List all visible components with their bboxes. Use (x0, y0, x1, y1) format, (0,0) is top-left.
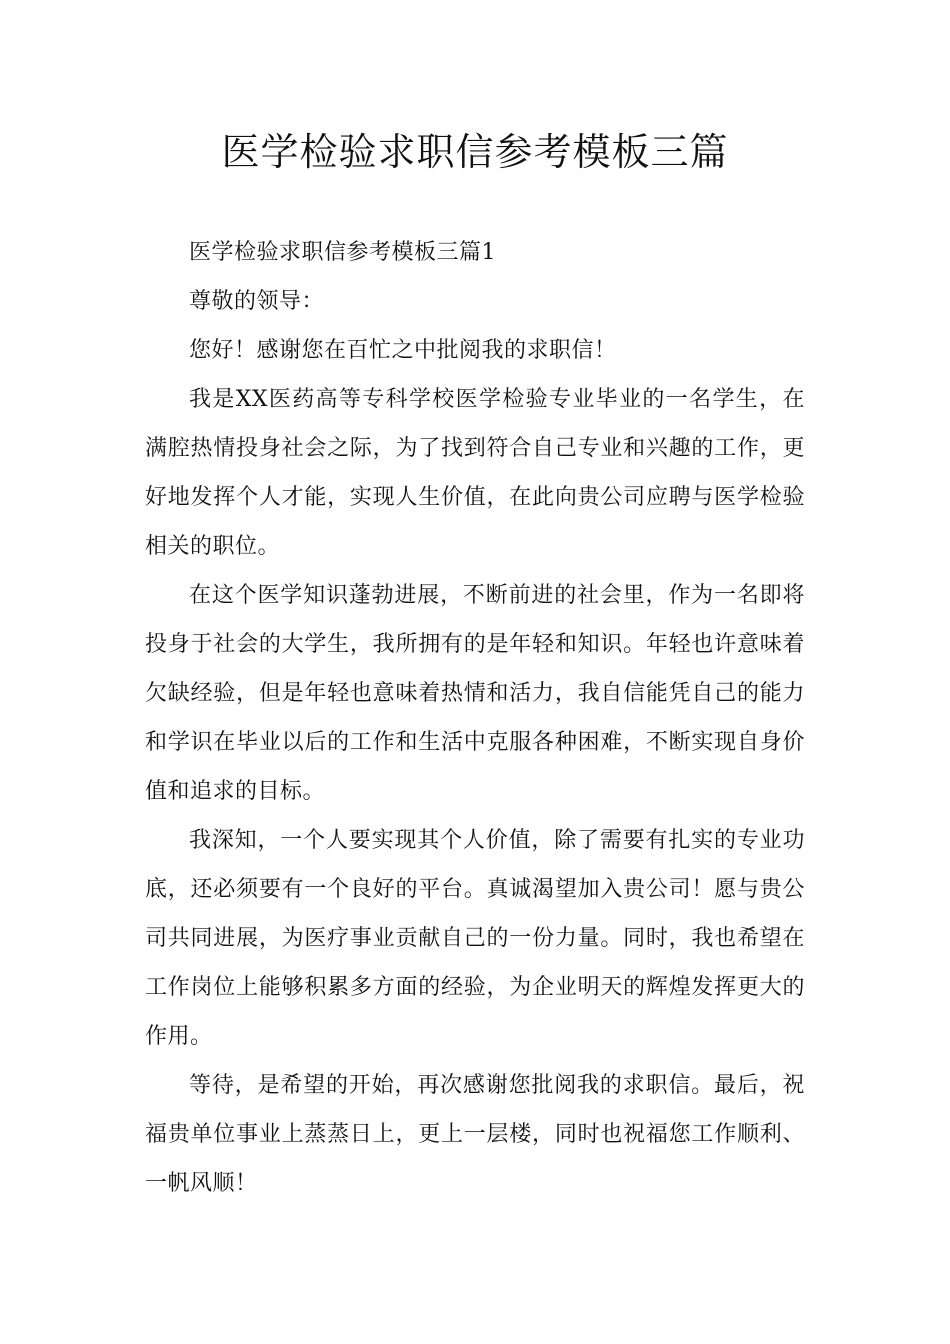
document-body (145, 228, 805, 1208)
body-paragraph-qualities: 在这个医学知识蓬勃进展，不断前进的社会里，作为一名即将投身于社会的大学生，我所拥有的是年轻和知识。年轻也许意味着欠缺经验，但是年轻也意味着热情和活力，我自信能凭自己的能力和学识在毕业以后的工作和生活中克服各种困难，不断实现自身价值和追求的目标。 (145, 583, 805, 804)
salutation: 尊敬的领导： (189, 289, 325, 314)
closing-paragraph: 等待，是希望的开始，再次感谢您批阅我的求职信。最后，祝福贵单位事业上蒸蒸日上，更上一层楼，同时也祝福您工作顺利、一帆风顺！ (145, 1073, 805, 1196)
body-paragraph-intro: 我是XX医药高等专科学校医学检验专业毕业的一名学生，在满腔热情投身社会之际，为了找到符合自己专业和兴趣的工作，更好地发挥个人才能，实现人生价值，在此向贵公司应聘与医学检验相关的职位。 (145, 387, 805, 559)
greeting-paragraph: 您好！感谢您在百忙之中批阅我的求职信！ (189, 338, 617, 363)
body-paragraph-goals: 我深知，一个人要实现其个人价值，除了需要有扎实的专业功底，还必须要有一个良好的平台。真诚渴望加入贵公司！愿与贵公司共同进展，为医疗事业贡献自己的一份力量。同时，我也希望在工作岗位上能够积累多方面的经验，为企业明天的辉煌发挥更大的作用。 (145, 828, 805, 1049)
document-title: 医学检验求职信参考模板三篇 (221, 130, 729, 174)
section-heading: 医学检验求职信参考模板三篇1 (189, 240, 496, 265)
